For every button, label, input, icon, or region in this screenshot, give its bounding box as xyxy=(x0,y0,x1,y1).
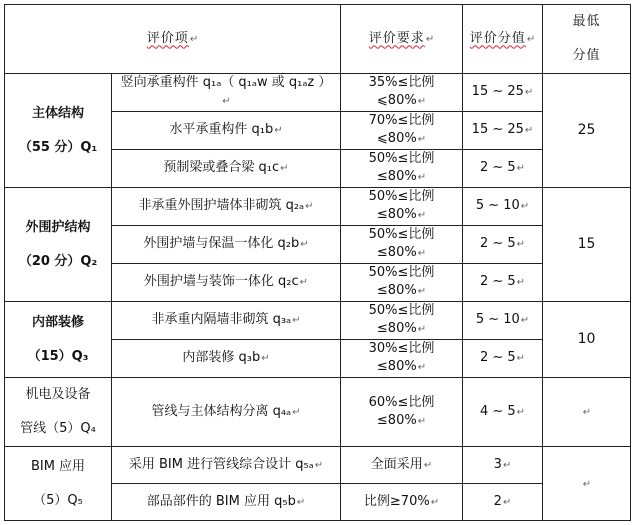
paragraph-mark-icon: ↵ xyxy=(430,496,440,508)
paragraph-mark-icon: ↵ xyxy=(524,125,534,136)
requirement-value: 35%≤比例⩽80% xyxy=(368,75,435,108)
paragraph-mark-icon: ↵ xyxy=(292,315,301,326)
min-score-cell xyxy=(543,188,631,302)
requirement-cell xyxy=(341,226,463,264)
item-cell xyxy=(112,112,341,150)
paragraph-mark-icon: ↵ xyxy=(502,496,512,508)
header-requirement-label: 评价要求 xyxy=(368,30,425,46)
paragraph-mark-icon: ↵ xyxy=(516,239,526,250)
paragraph-mark-icon: ↵ xyxy=(526,33,536,45)
table-row xyxy=(5,447,631,484)
score-cell xyxy=(463,226,543,264)
paragraph-mark-icon: ↵ xyxy=(417,134,427,145)
score-cell xyxy=(463,188,543,226)
paragraph-mark-icon: ↵ xyxy=(314,459,324,471)
requirement-cell xyxy=(341,447,463,484)
min-score-value: 15 xyxy=(577,236,596,252)
header-item-label: 评价项 xyxy=(146,30,189,46)
item-label: 非承重内隔墙非砌筑 q₃ₐ xyxy=(151,312,292,327)
item-cell xyxy=(112,484,341,521)
min-score-value: 10 xyxy=(577,331,596,347)
requirement-value: 50%≤比例≤80% xyxy=(368,265,435,298)
paragraph-mark-icon: ↵ xyxy=(582,478,592,490)
score-value: 15 ~ 25 xyxy=(471,122,524,137)
requirement-cell xyxy=(341,340,463,378)
score-cell xyxy=(463,302,543,340)
paragraph-mark-icon: ↵ xyxy=(502,459,512,471)
header-score xyxy=(463,5,543,74)
paragraph-mark-icon: ↵ xyxy=(274,125,283,136)
requirement-cell xyxy=(341,378,463,447)
item-label: 外围护墙与保温一体化 q₂b xyxy=(143,236,300,251)
paragraph-mark-icon: ↵ xyxy=(280,163,289,174)
item-label: 竖向承重构件 q₁ₐ（ q₁ₐw 或 q₁ₐz ） xyxy=(120,75,332,90)
item-label: 内部装修 q₃b xyxy=(182,350,261,365)
header-score-label: 评价分值 xyxy=(469,30,526,46)
requirement-cell xyxy=(341,484,463,521)
category-points: （55 分）Q₁ xyxy=(18,139,98,155)
score-cell xyxy=(463,112,543,150)
paragraph-mark-icon: ↵ xyxy=(417,324,427,335)
category-points: （5）Q₅ xyxy=(33,492,83,508)
table-row xyxy=(5,74,631,112)
item-label: 外围护墙与装饰一体化 q₂c xyxy=(143,274,299,289)
category-cell xyxy=(5,302,112,378)
paragraph-mark-icon: ↵ xyxy=(189,33,199,45)
min-score-cell xyxy=(543,447,631,521)
requirement-value: 50%≤比例≤80% xyxy=(368,303,435,336)
min-score-cell xyxy=(543,378,631,447)
min-score-cell xyxy=(543,302,631,378)
item-label: 预制梁或叠合梁 q₁c xyxy=(163,160,280,175)
requirement-value: 30%≤比例≤80% xyxy=(368,341,435,374)
score-value: 3 xyxy=(493,456,502,472)
requirement-cell xyxy=(341,264,463,302)
category-cell xyxy=(5,188,112,302)
score-value: 2 ~ 5 xyxy=(479,350,516,365)
requirement-value: 全面采用 xyxy=(370,456,423,472)
requirement-cell xyxy=(341,150,463,188)
score-value: 2 ~ 5 xyxy=(479,274,516,289)
paragraph-mark-icon: ↵ xyxy=(417,415,427,427)
score-value: 2 ~ 5 xyxy=(479,236,516,251)
paragraph-mark-icon: ↵ xyxy=(222,96,231,107)
requirement-value: 比例≥70% xyxy=(363,493,430,509)
requirement-cell xyxy=(341,188,463,226)
score-cell xyxy=(463,150,543,188)
item-label: 管线与主体结构分离 q₄ₐ xyxy=(151,403,292,419)
score-cell xyxy=(463,264,543,302)
item-cell xyxy=(112,150,341,188)
table-row xyxy=(5,188,631,226)
score-cell xyxy=(463,378,543,447)
paragraph-mark-icon: ↵ xyxy=(261,353,270,364)
category-points: （20 分）Q₂ xyxy=(18,253,98,269)
score-cell xyxy=(463,484,543,521)
item-cell xyxy=(112,264,341,302)
score-value: 2 ~ 5 xyxy=(479,160,516,175)
paragraph-mark-icon: ↵ xyxy=(520,201,530,212)
category-cell xyxy=(5,378,112,447)
score-value: 2 xyxy=(493,493,502,509)
paragraph-mark-icon: ↵ xyxy=(417,286,427,297)
item-cell xyxy=(112,340,341,378)
item-label: 采用 BIM 进行管线综合设计 q₅ₐ xyxy=(128,456,314,472)
header-requirement xyxy=(341,5,463,74)
score-value: 15 ~ 25 xyxy=(471,84,524,99)
table-row xyxy=(5,302,631,340)
requirement-cell xyxy=(341,302,463,340)
requirement-value: 50%≤比例≤80% xyxy=(368,189,435,222)
item-label: 非承重外围护墙体非砌筑 q₂ₐ xyxy=(138,198,305,213)
paragraph-mark-icon: ↵ xyxy=(417,362,427,373)
requirement-value: 70%≤比例⩽80% xyxy=(368,113,435,146)
header-min-score xyxy=(543,5,631,74)
paragraph-mark-icon: ↵ xyxy=(417,172,427,183)
header-item xyxy=(5,5,341,74)
header-min-line2: 分值 xyxy=(572,48,601,63)
category-name: BIM 应用 xyxy=(30,458,86,474)
category-points: 管线（5）Q₄ xyxy=(20,421,96,436)
min-score-value: 25 xyxy=(577,122,596,138)
paragraph-mark-icon: ↵ xyxy=(516,406,526,418)
paragraph-mark-icon: ↵ xyxy=(417,248,427,259)
category-cell xyxy=(5,74,112,188)
item-label: 部品部件的 BIM 应用 q₅b xyxy=(146,493,296,509)
min-score-cell xyxy=(543,74,631,188)
requirement-value: 50%≤比例≤80% xyxy=(368,227,435,260)
paragraph-mark-icon: ↵ xyxy=(299,277,309,288)
requirement-cell xyxy=(341,112,463,150)
header-row xyxy=(5,5,631,74)
paragraph-mark-icon: ↵ xyxy=(417,210,427,221)
item-label: 水平承重构件 q₁b xyxy=(169,122,274,137)
header-min-line1: 最低 xyxy=(572,14,601,29)
item-cell xyxy=(112,378,341,447)
paragraph-mark-icon: ↵ xyxy=(305,201,314,212)
score-value: 5 ~ 10 xyxy=(475,312,520,327)
score-cell xyxy=(463,340,543,378)
item-cell xyxy=(112,447,341,484)
score-value: 5 ~ 10 xyxy=(475,198,520,213)
item-cell xyxy=(112,226,341,264)
table-row xyxy=(5,378,631,447)
category-name: 外围护结构 xyxy=(25,219,91,235)
category-cell xyxy=(5,447,112,521)
paragraph-mark-icon: ↵ xyxy=(582,407,592,418)
requirement-cell xyxy=(341,74,463,112)
score-cell xyxy=(463,447,543,484)
paragraph-mark-icon: ↵ xyxy=(417,96,427,107)
paragraph-mark-icon: ↵ xyxy=(300,239,309,250)
category-name: 内部装修 xyxy=(31,314,84,330)
item-cell xyxy=(112,74,341,112)
paragraph-mark-icon: ↵ xyxy=(292,406,301,418)
score-value: 4 ~ 5 xyxy=(479,403,516,419)
paragraph-mark-icon: ↵ xyxy=(425,33,435,45)
paragraph-mark-icon: ↵ xyxy=(516,277,526,288)
paragraph-mark-icon: ↵ xyxy=(423,459,433,471)
evaluation-table xyxy=(4,4,631,521)
paragraph-mark-icon: ↵ xyxy=(516,353,526,364)
requirement-value: 50%≤比例≤80% xyxy=(368,151,435,184)
paragraph-mark-icon: ↵ xyxy=(520,315,530,326)
paragraph-mark-icon: ↵ xyxy=(524,87,534,98)
requirement-value: 60%≤比例≤80% xyxy=(368,394,435,428)
category-name: 主体结构 xyxy=(31,105,84,121)
paragraph-mark-icon: ↵ xyxy=(516,163,526,174)
item-cell xyxy=(112,188,341,226)
score-cell xyxy=(463,74,543,112)
paragraph-mark-icon: ↵ xyxy=(296,496,306,508)
category-points: （15）Q₃ xyxy=(27,348,89,364)
item-cell xyxy=(112,302,341,340)
category-name: 机电及设备 xyxy=(25,387,91,402)
